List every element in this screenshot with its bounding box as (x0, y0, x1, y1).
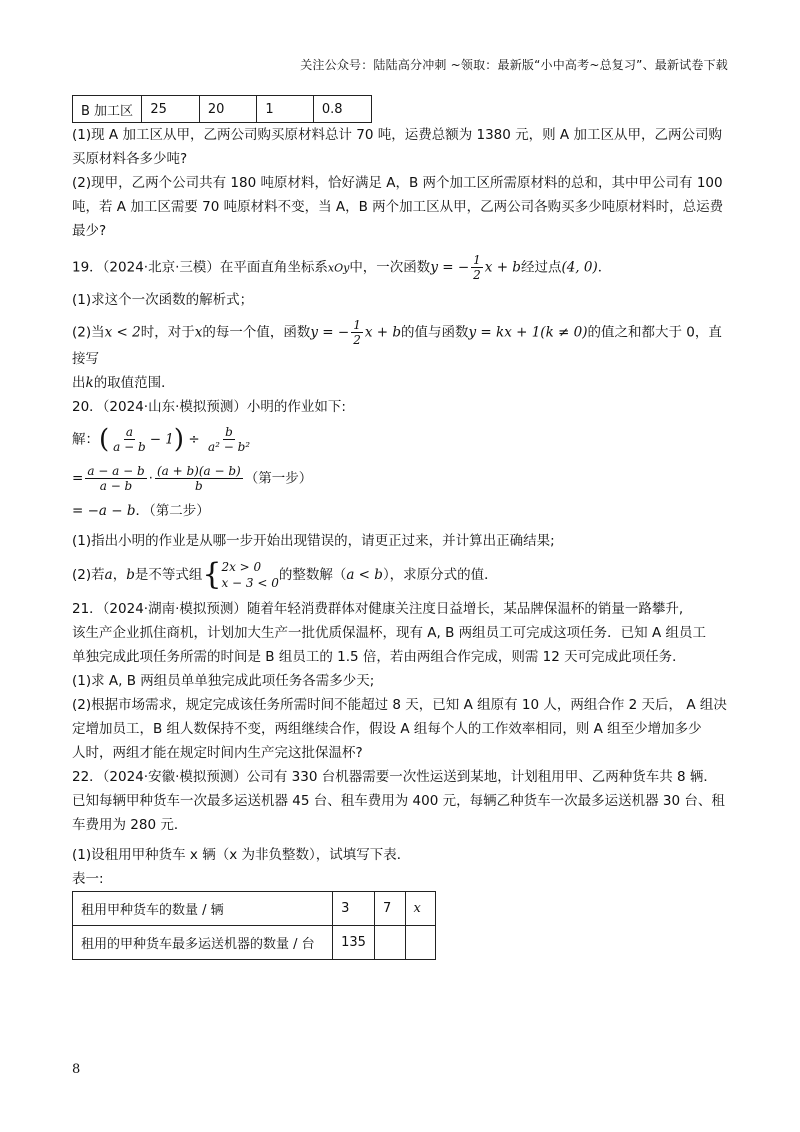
page-header: 关注公众号：陆陆高分冲刺 ~领取：最新版“小中高考~总复习”、最新试卷下载 (300, 58, 728, 72)
fraction: $\frac{a}{a - b}$ (113, 425, 146, 454)
fraction: $\frac{1}{2}$ (473, 253, 481, 282)
q21-stem-1: 21．（2024·湖南·模拟预测）随着年轻消费群体对健康关注度日益增长，某品牌保温杯的销量一路攀升, (72, 601, 684, 617)
table-row (73, 96, 372, 123)
table-cell: x (405, 892, 436, 926)
table-cell: 1 (257, 96, 314, 123)
table-cell: 0.8 (313, 96, 371, 123)
table-cell: 租用甲种货车的数量 / 辆 (73, 892, 333, 926)
q21-part1: (1)求 A, B 两组员单单独完成此项任务各需多少天; (72, 673, 375, 689)
table-cell: 7 (374, 892, 405, 926)
q22-stem-1: 22．（2024·安徽·模拟预测）公司有 330 台机器需要一次性运送到某地，计划租用甲、乙两种货车共 8 辆． (72, 769, 717, 785)
q20-part2: (2)若a，b是不等式组 { 2x > 0 x − 3 < 0 的整数解（a < b），求原分式的值． (72, 557, 498, 592)
table-cell (374, 926, 405, 960)
table-row (73, 892, 436, 926)
table-cell: 135 (333, 926, 375, 960)
q20-solution-line0: 解：( $\frac{a}{a - b}$ − 1) ÷ $\frac{b}{\text{a² − b²}}$ (72, 424, 251, 455)
fraction: $\frac{1}{2}$ (353, 318, 361, 347)
q20-stem: 20．（2024·山东·模拟预测）小明的作业如下: (72, 399, 346, 415)
q18-part1: (1)现 A 加工区从甲，乙两公司购买原材料总计 70 吨，运费总额为 1380 元，则 A 加工区从甲，乙两公司购买原材料各多少吨? (72, 127, 722, 167)
table-cell: 25 (142, 96, 200, 123)
table-cell: 租用的甲种货车最多运送机器的数量 / 台 (73, 926, 333, 960)
table-b-region (72, 95, 372, 123)
q21-part2-c: 人时，两组才能在规定时间内生产完这批保温杯? (72, 745, 363, 761)
inequality-system: { 2x > 0 x − 3 < 0 (202, 557, 279, 592)
q22-part1: (1)设租用甲种货车 x 辆（x 为非负整数），试填写下表． (72, 847, 411, 863)
q20-solution-line2: = −a − b．（第二步） (72, 503, 210, 519)
table-row (73, 926, 436, 960)
q18-part2: (2)现甲，乙两个公司共有 180 吨原材料，恰好满足 A，B 两个加工区所需原材料的总和，其中甲公司有 100 吨，若 A 加工区需要 70 吨原材料不变，当 A，B 两个加工区从甲，乙两公司各购买多少吨原材料时，总运费最少? (72, 175, 724, 239)
table-cell: 20 (199, 96, 257, 123)
q20-part1: (1)指出小明的作业是从哪一步开始出现错误的，请更正过来，并计算出正确结果; (72, 533, 555, 549)
q19-part2-cont: 出k的取值范围． (72, 375, 175, 391)
table-label: 表一: (72, 871, 104, 887)
fraction: $\frac{b}{\text{a² − b²}}$ (207, 425, 251, 454)
q22-stem-2: 已知每辆甲种货车一次最多运送机器 45 台、租车费用为 400 元，每辆乙种货车一次最多运送机器 30 台、租 (72, 793, 725, 809)
q20-solution-line1: = $\frac{a - a - b}{a - b}$ · $\frac{(a + b)(a - b)}{b}$ （第一步） (72, 464, 313, 493)
q21-part2-a: (2)根据市场需求，规定完成该任务所需时间不能超过 8 天，已知 A 组原有 10 人，两组合作 2 天后， A 组决 (72, 697, 727, 713)
fraction: $\frac{a - a - b}{a - b}$ (87, 464, 145, 493)
q22-stem-3: 车费用为 280 元． (72, 817, 188, 833)
q21-stem-2: 该生产企业抓住商机，计划加大生产一批优质保温杯，现有 A, B 两组员工可完成这项任务．已知 A 组员工 (72, 625, 706, 641)
table-one (72, 891, 436, 960)
q19-part1: (1)求这个一次函数的解析式； (72, 292, 254, 308)
q21-stem-3: 单独完成此项任务所需的时间是 B 组员工的 1.5 倍，若由两组合作完成，则需 12 天可完成此项任务． (72, 649, 686, 665)
q19-stem: 19．（2024·北京·三模）在平面直角坐标系xOy中，一次函数y = − $\frac{1}{2}$ x + b经过点(4, 0)． (72, 253, 612, 282)
table-cell (405, 926, 436, 960)
page-body (72, 95, 728, 960)
q21-part2-b: 定增加员工，B 组人数保持不变，两组继续合作，假设 A 组每个人的工作效率相同，则 A 组至少增加多少 (72, 721, 702, 737)
page-number: 8 (72, 1062, 81, 1077)
q19-part2: (2)当x < 2时，对于x的每一个值，函数y = − $\frac{1}{2}$ x + b的值与函数y = kx + 1(k ≠ 0)的值之和都大于 0，直接写 (72, 318, 722, 367)
fraction: $\frac{(a + b)(a - b)}{b}$ (156, 464, 241, 493)
table-cell: B 加工区 (73, 96, 142, 123)
table-cell: 3 (333, 892, 375, 926)
